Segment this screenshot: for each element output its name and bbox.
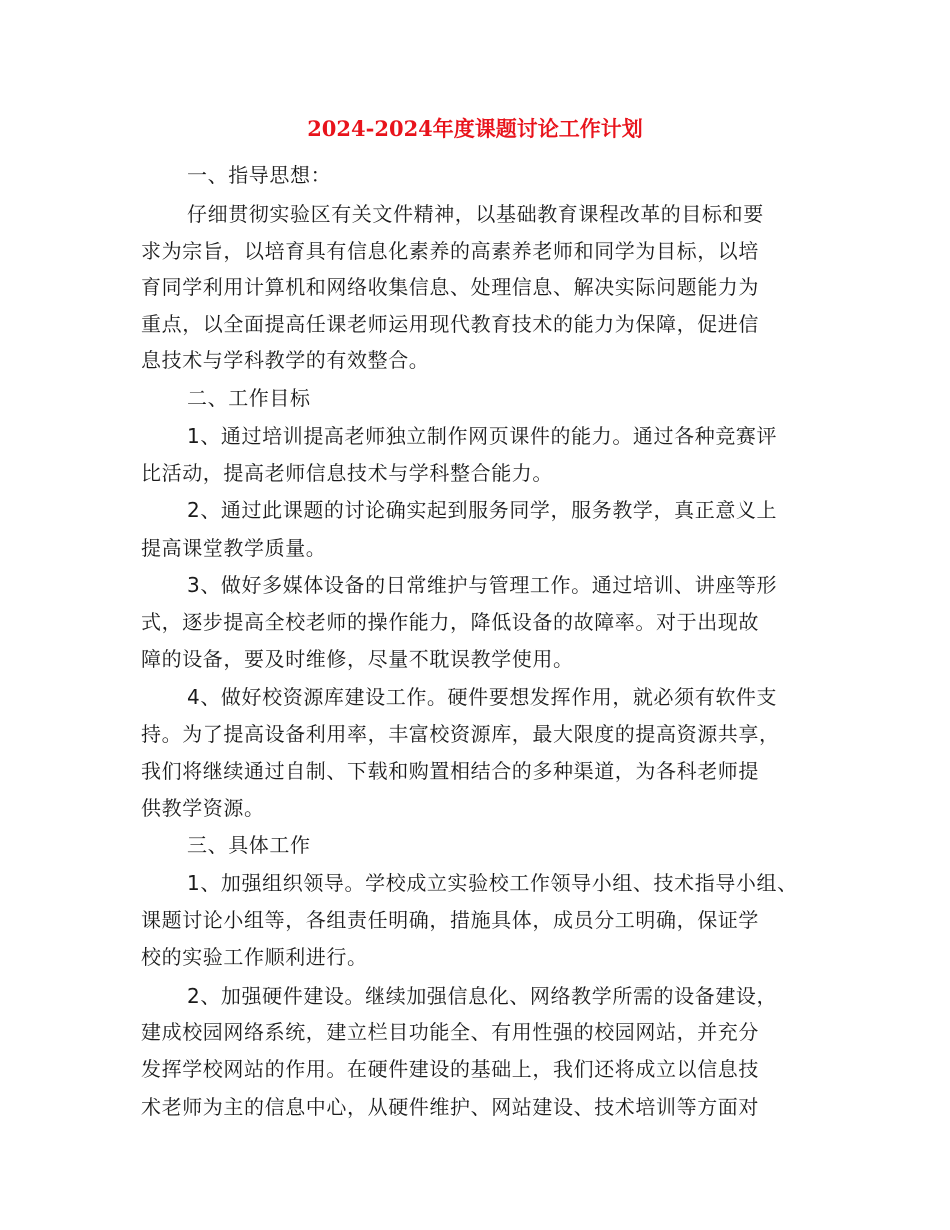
paragraph-line: 3、做好多媒体设备的日常维护与管理工作。通过培训、讲座等形 [187,573,778,597]
document-title: 2024-2024年度课题讨论工作计划 [307,116,643,141]
paragraph-line: 仔细贯彻实验区有关文件精神，以基础教育课程改革的目标和要 [187,202,764,226]
paragraph-line: 提高课堂教学质量。 [141,536,327,560]
paragraph-line: 供教学资源。 [141,796,265,820]
paragraph-line: 校的实验工作顺利进行。 [141,945,368,969]
paragraph-line: 育同学利用计算机和网络收集信息、处理信息、解决实际问题能力为 [141,275,759,299]
paragraph-line: 建成校园网络系统，建立栏目功能全、有用性强的校园网站，并充分 [141,1020,759,1044]
paragraph-line: 式，逐步提高全校老师的操作能力，降低设备的故障率。对于出现故 [141,610,759,634]
paragraph-line: 重点，以全面提高任课老师运用现代教育技术的能力为保障，促进信 [141,312,759,336]
paragraph-line: 1、加强组织领导。学校成立实验校工作领导小组、技术指导小组、 [187,871,798,895]
paragraph-line: 2、加强硬件建设。继续加强信息化、网络教学所需的设备建设， [187,984,778,1008]
section-heading-specific-work: 三、具体工作 [187,833,311,857]
paragraph-line: 持。为了提高设备利用率，丰富校资源库，最大限度的提高资源共享， [141,722,780,746]
paragraph-line: 障的设备，要及时维修，尽量不耽误教学使用。 [141,647,574,671]
paragraph-line: 4、做好校资源库建设工作。硬件要想发挥作用，就必须有软件支 [187,685,778,709]
paragraph-line: 1、通过培训提高老师独立制作网页课件的能力。通过各种竞赛评 [187,424,778,448]
paragraph-line: 我们将继续通过自制、下载和购置相结合的多种渠道，为各科老师提 [141,759,759,783]
paragraph-line: 求为宗旨，以培育具有信息化素养的高素养老师和同学为目标，以培 [141,239,759,263]
paragraph-line: 比活动，提高老师信息技术与学科整合能力。 [141,461,553,485]
paragraph-line: 发挥学校网站的作用。在硬件建设的基础上，我们还将成立以信息技 [141,1057,759,1081]
paragraph-line: 息技术与学科教学的有效整合。 [141,348,430,372]
section-heading-work-goals: 二、工作目标 [187,386,311,410]
paragraph-line: 2、通过此课题的讨论确实起到服务同学，服务教学，真正意义上 [187,498,778,522]
paragraph-line: 术老师为主的信息中心，从硬件维护、网站建设、技术培训等方面对 [141,1095,759,1119]
paragraph-line: 课题讨论小组等，各组责任明确，措施具体，成员分工明确，保证学 [141,908,759,932]
section-heading-guiding-thought: 一、指导思想： [187,163,332,187]
